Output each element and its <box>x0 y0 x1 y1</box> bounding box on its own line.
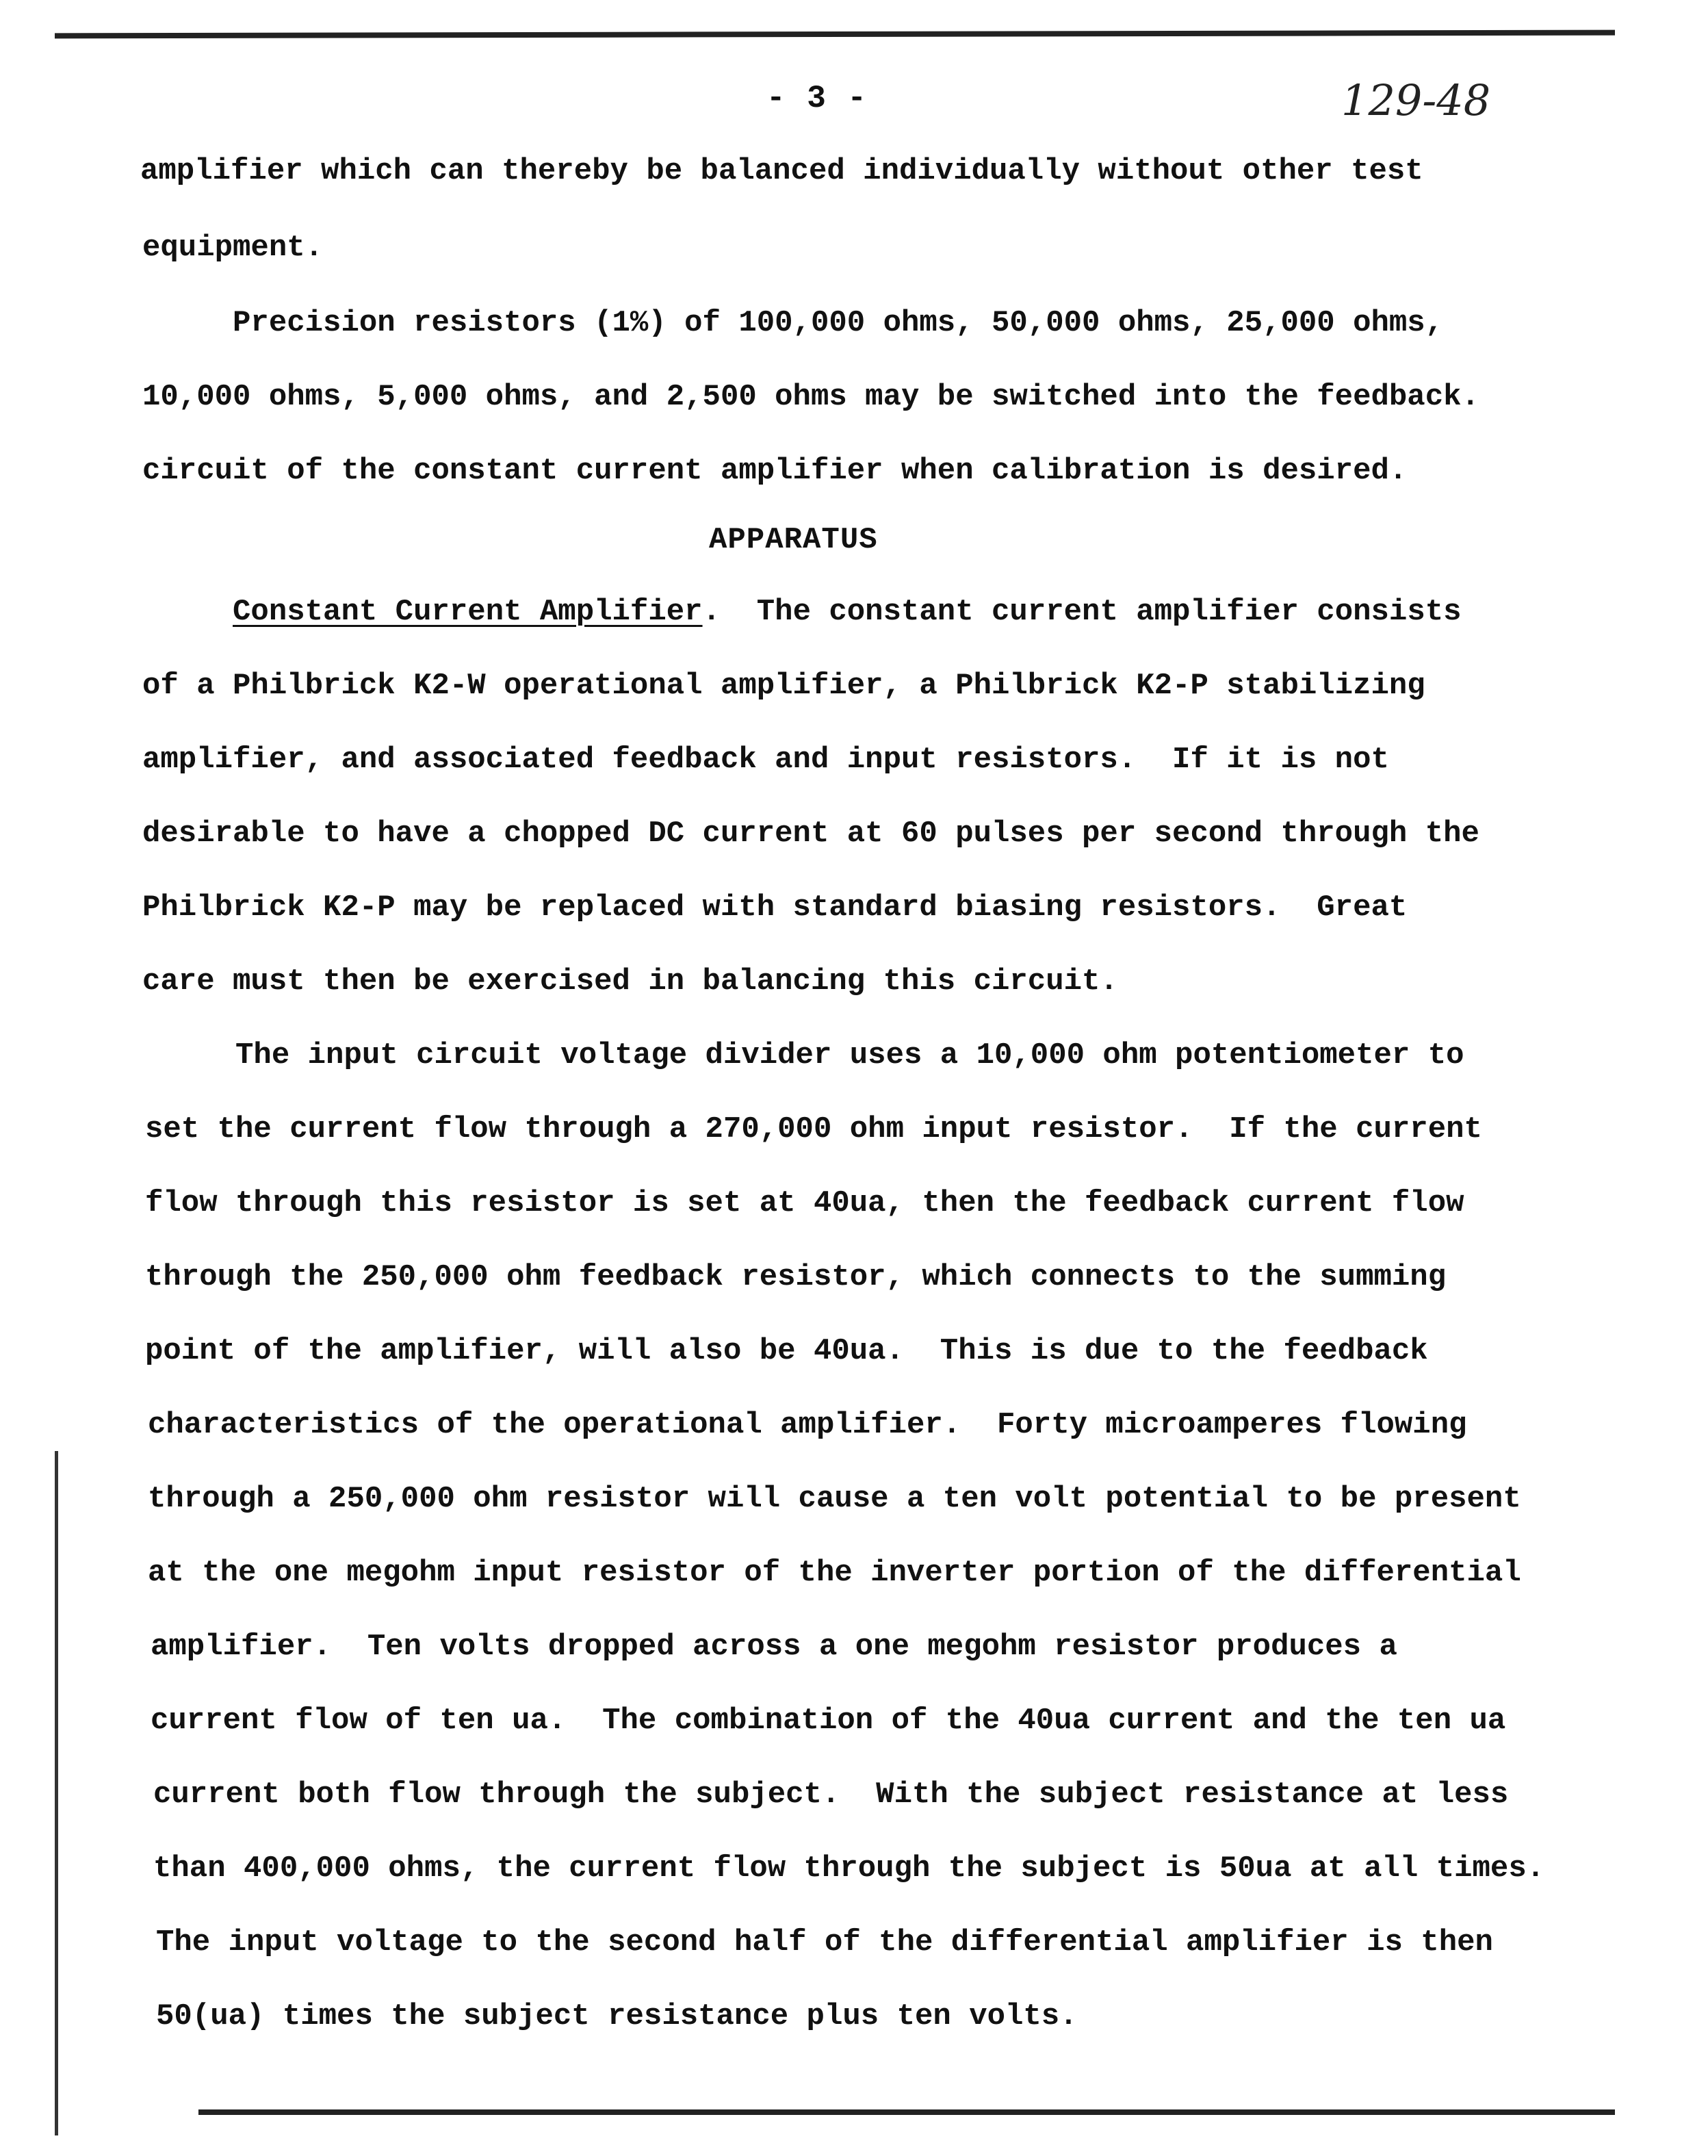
text-line: The input voltage to the second half of the differential amplifier is then <box>156 1925 1493 1960</box>
text-line: of a Philbrick K2-W operational amplifier, a Philbrick K2-P stabilizing <box>142 669 1425 703</box>
text-line: 10,000 ohms, 5,000 ohms, and 2,500 ohms may be switched into the feedback. <box>142 380 1479 414</box>
top-rule <box>55 30 1615 39</box>
text-line: through a 250,000 ohm resistor will cause a ten volt potential to be present <box>148 1482 1521 1516</box>
text-line: circuit of the constant current amplifier when calibration is desired. <box>142 454 1408 488</box>
page-number: - 3 - <box>766 81 868 116</box>
text-line: through the 250,000 ohm feedback resistor, which connects to the summing <box>145 1260 1447 1294</box>
document-number-handwritten: 129-48 <box>1341 75 1491 125</box>
text-line-rest: . The constant current amplifier consists <box>702 595 1462 629</box>
text-line: The input circuit voltage divider uses a 10,000 ohm potentiometer to <box>145 1038 1464 1073</box>
text-line: 50(ua) times the subject resistance plus ten volts. <box>156 1999 1078 2033</box>
text-line: set the current flow through a 270,000 ohm input resistor. If the current <box>145 1112 1482 1146</box>
subsection-heading: Constant Current Amplifier <box>233 595 703 629</box>
text-line <box>142 597 1462 627</box>
text-line: current flow of ten ua. The combination of the 40ua current and the ten ua <box>151 1704 1506 1738</box>
bottom-rule <box>198 2109 1615 2115</box>
text-line: Philbrick K2-P may be replaced with standard biasing resistors. Great <box>142 890 1408 925</box>
text-line: Precision resistors (1%) of 100,000 ohms, 50,000 ohms, 25,000 ohms, <box>142 306 1444 340</box>
text-line: amplifier which can thereby be balanced individually without other test <box>140 154 1423 188</box>
text-line: characteristics of the operational amplifier. Forty microamperes flowing <box>148 1408 1467 1442</box>
text-line: flow through this resistor is set at 40ua, then the feedback current flow <box>145 1186 1464 1220</box>
text-line: at the one megohm input resistor of the inverter portion of the differential <box>148 1556 1521 1590</box>
text-line: amplifier. Ten volts dropped across a one megohm resistor produces a <box>151 1630 1397 1664</box>
text-line: than 400,000 ohms, the current flow through the subject is 50ua at all times. <box>153 1851 1545 1886</box>
text-line: equipment. <box>142 231 324 265</box>
section-heading: APPARATUS <box>709 523 878 557</box>
text-line: desirable to have a chopped DC current at 60 pulses per second through the <box>142 817 1479 851</box>
text-line: amplifier, and associated feedback and input resistors. If it is not <box>142 743 1389 777</box>
left-margin-rule <box>55 1451 58 2135</box>
text-line: care must then be exercised in balancing this circuit. <box>142 964 1118 999</box>
text-line: current both flow through the subject. With the subject resistance at less <box>153 1778 1509 1812</box>
text-line: point of the amplifier, will also be 40ua. This is due to the feedback <box>145 1334 1428 1368</box>
